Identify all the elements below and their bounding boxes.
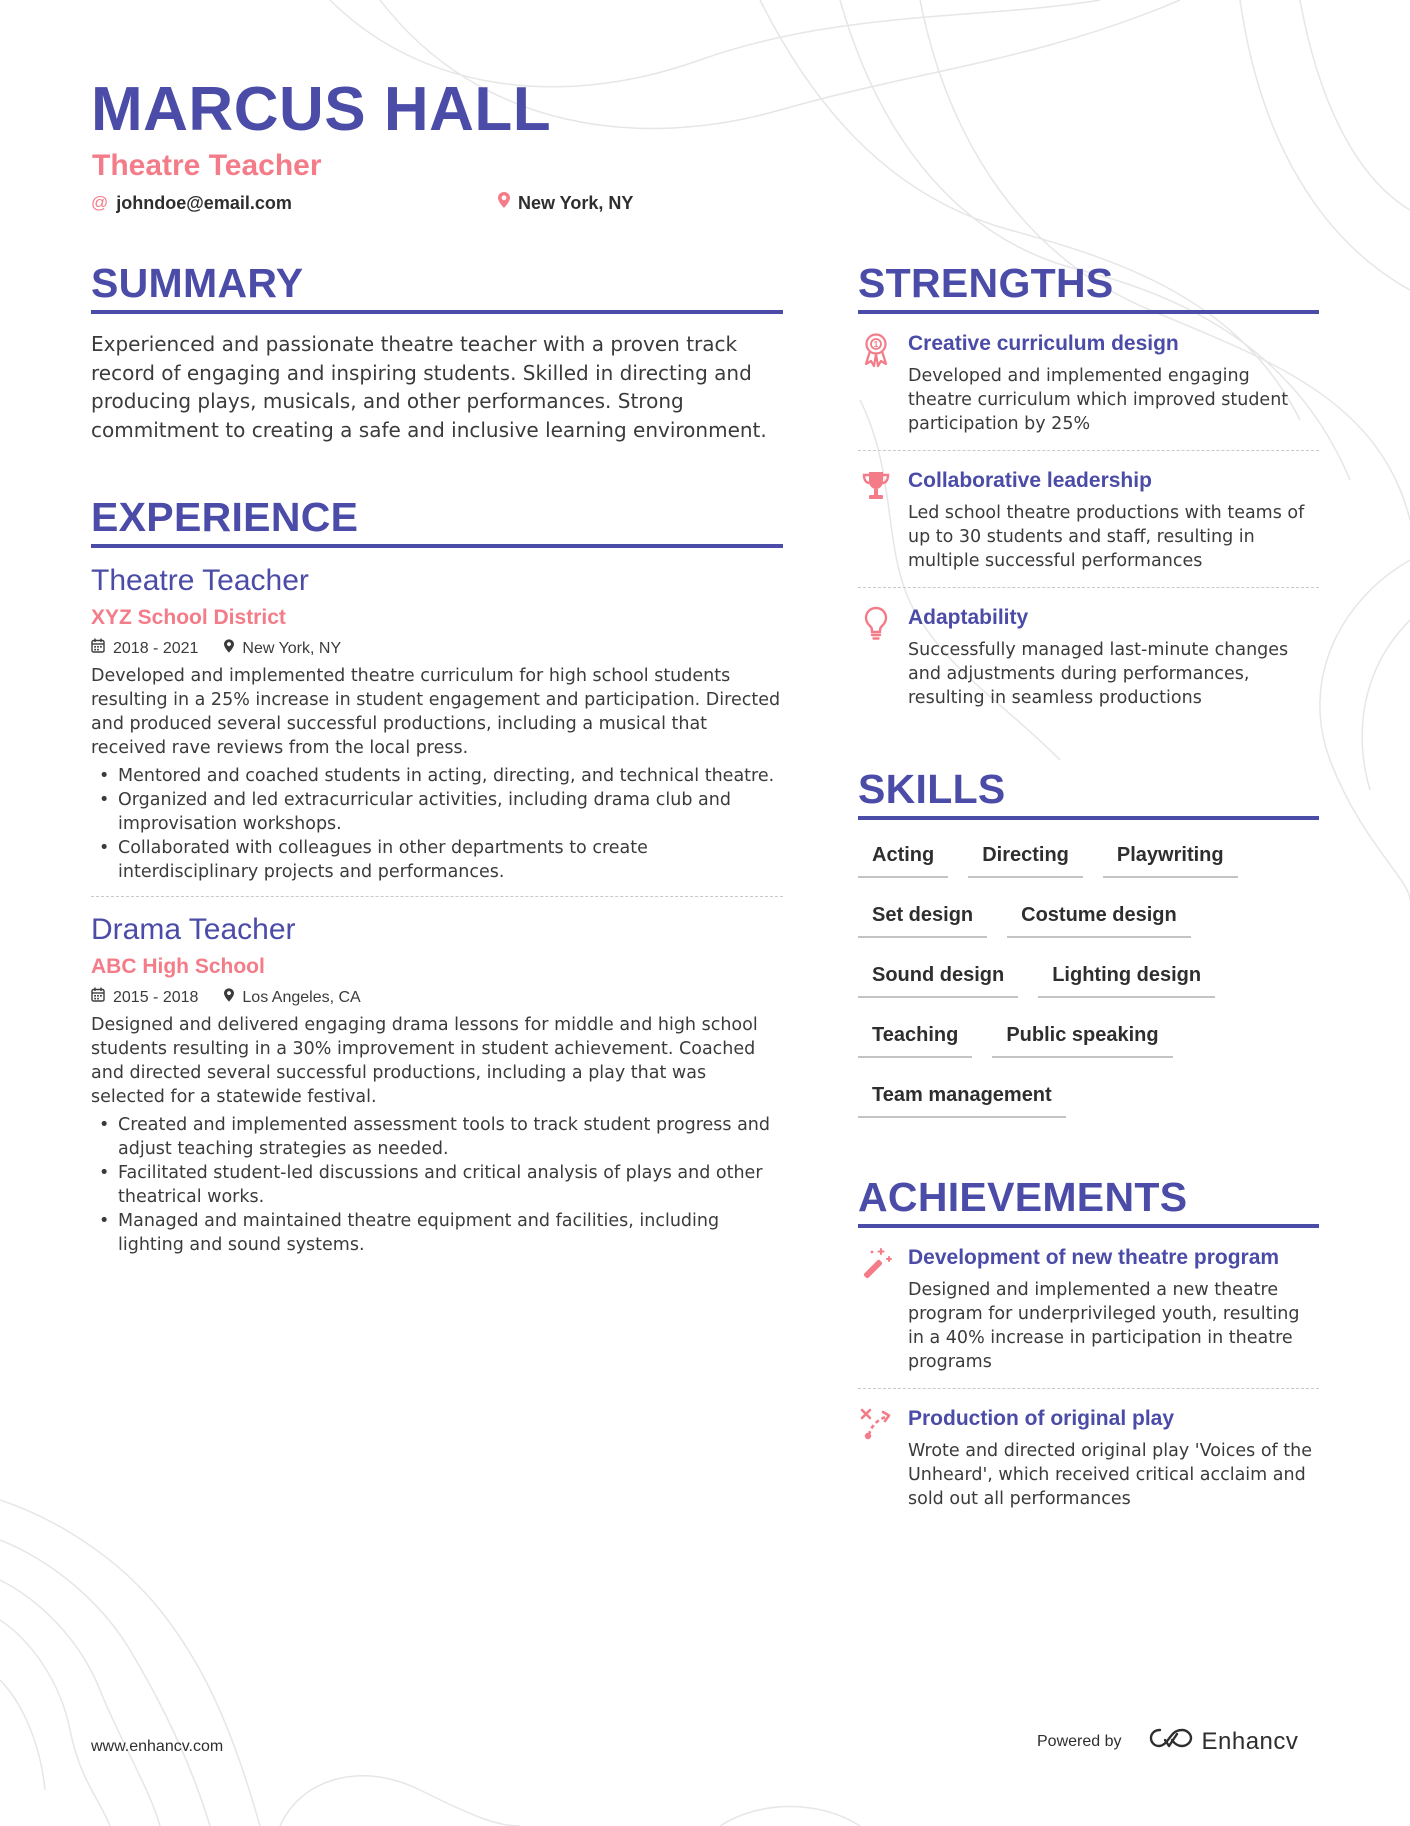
candidate-role: Theatre Teacher <box>92 149 322 182</box>
trophy-icon <box>858 467 894 573</box>
strengths-heading: STRENGTHS <box>858 260 1114 306</box>
strength-item <box>858 588 1319 724</box>
enhancv-brand-text: Enhancv <box>1201 1727 1299 1755</box>
job-bullet: • Facilitated student-led discussions and critical analysis of plays and other theatrical works. <box>91 1161 783 1209</box>
achievement-item <box>858 1228 1319 1389</box>
skills-heading: SKILLS <box>858 766 1006 812</box>
skill-tag: Directing <box>968 842 1083 878</box>
skill-tag: Acting <box>858 842 948 878</box>
powered-by-label: Powered by <box>1037 1732 1122 1750</box>
right-column <box>858 258 1319 1525</box>
achievement-title: Production of original play <box>908 1407 1175 1430</box>
lightbulb-icon <box>858 604 894 710</box>
section-divider <box>91 310 783 314</box>
footer-branding <box>1037 1726 1298 1757</box>
skill-tag: Public speaking <box>992 1022 1172 1058</box>
job-description: Designed and delivered engaging drama lessons for middle and high school students resulting in a 30% improvement in student achievement. Coached and directed several successful productions, including a play that was selected for a statewide festival. <box>91 1015 758 1107</box>
strength-description: Successfully managed last-minute changes and adjustments during performances, resulting in seamless productions <box>908 640 1289 708</box>
job-location-text: Los Angeles, CA <box>242 989 361 1006</box>
achievement-description: Wrote and directed original play 'Voices of the Unheard', which received critical acclaim and sold out all performances <box>908 1441 1312 1509</box>
skill-tag: Lighting design <box>1038 962 1215 998</box>
skill-tag: Sound design <box>858 962 1018 998</box>
item-divider <box>91 896 783 897</box>
company-name: XYZ School District <box>91 606 286 629</box>
strength-item <box>858 314 1319 451</box>
skills-section <box>858 764 1319 1118</box>
strength-description: Developed and implemented engaging theatre curriculum which improved student participation by 25% <box>908 366 1289 434</box>
left-column <box>91 258 783 1257</box>
job-dates-text: 2015 - 2018 <box>113 989 199 1006</box>
company-name: ABC High School <box>91 955 265 978</box>
skill-tag: Playwriting <box>1103 842 1238 878</box>
job-bullet: • Collaborated with colleagues in other departments to create interdisciplinary projects and performances. <box>91 836 783 884</box>
job-bullet: • Mentored and coached students in acting, directing, and technical theatre. <box>91 764 783 788</box>
skills-list <box>858 842 1319 1118</box>
job-location <box>224 987 360 1009</box>
strength-item <box>858 451 1319 588</box>
map-pin-icon <box>224 638 234 660</box>
skill-tag: Teaching <box>858 1022 972 1058</box>
skill-tag: Team management <box>858 1082 1066 1118</box>
job-dates <box>91 638 198 660</box>
job-title: Drama Teacher <box>91 913 296 946</box>
job-meta <box>91 638 783 660</box>
award-ribbon-icon <box>858 330 894 436</box>
strengths-section <box>858 258 1319 724</box>
strength-title: Collaborative leadership <box>908 469 1152 492</box>
strength-description: Led school theatre productions with teams of up to 30 students and staff, resulting in multiple successful performances <box>908 503 1305 571</box>
job-dates <box>91 987 198 1009</box>
map-pin-icon <box>498 191 510 215</box>
achievement-description: Designed and implemented a new theatre program for underprivileged youth, resulting in a 40% increase in participation in theatre programs <box>908 1280 1300 1372</box>
experience-heading: EXPERIENCE <box>91 494 359 540</box>
calendar-icon <box>91 987 105 1009</box>
candidate-name: MARCUS HALL <box>91 75 552 144</box>
achievement-item <box>858 1389 1319 1525</box>
location-text: New York, NY <box>518 193 634 213</box>
summary-text: Experienced and passionate theatre teacher with a proven track record of engaging and inspiring students. Skilled in directing and producing plays, musicals, and other performances. Strong commitment to creating a safe and inclusive learning environment. <box>91 332 767 442</box>
summary-heading: SUMMARY <box>91 260 304 306</box>
map-pin-icon <box>224 987 234 1009</box>
contact-email[interactable] <box>91 191 292 215</box>
summary-section <box>91 258 783 444</box>
svg-text:1: 1 <box>873 340 879 349</box>
section-divider <box>91 544 783 548</box>
experience-section <box>91 492 783 1257</box>
contact-location <box>498 191 633 215</box>
job-bullets <box>91 764 783 884</box>
job-dates-text: 2018 - 2021 <box>113 640 199 657</box>
calendar-icon <box>91 638 105 660</box>
enhancv-logo[interactable] <box>1148 1726 1299 1757</box>
achievements-section <box>858 1172 1319 1525</box>
job-bullet: • Managed and maintained theatre equipment and facilities, including lighting and sound systems. <box>91 1209 783 1257</box>
at-icon: @ <box>91 193 109 212</box>
skill-tag: Costume design <box>1007 902 1191 938</box>
job-meta <box>91 987 783 1009</box>
footer-website-link[interactable]: www.enhancv.com <box>91 1738 224 1755</box>
skill-tag: Set design <box>858 902 987 938</box>
achievements-heading: ACHIEVEMENTS <box>858 1174 1188 1220</box>
job-title: Theatre Teacher <box>91 564 309 597</box>
strategy-arrow-icon <box>858 1405 894 1511</box>
job-bullets <box>91 1113 783 1257</box>
enhancv-infinity-icon <box>1148 1726 1194 1757</box>
email-text: johndoe@email.com <box>116 193 292 213</box>
strength-title: Adaptability <box>908 606 1029 629</box>
job-location <box>224 638 341 660</box>
job-location-text: New York, NY <box>242 640 342 657</box>
experience-item <box>91 562 783 897</box>
job-description: Developed and implemented theatre curriculum for high school students resulting in a 25% increase in student engagement and participation. Directed and produced several successful productions, including a musical that received rave reviews from the local press. <box>91 666 781 758</box>
magic-wand-icon <box>858 1244 894 1374</box>
achievement-title: Development of new theatre program <box>908 1246 1280 1269</box>
job-bullet: • Created and implemented assessment tools to track student progress and adjust teaching strategies as needed. <box>91 1113 783 1161</box>
strength-title: Creative curriculum design <box>908 332 1179 355</box>
section-divider <box>858 816 1319 820</box>
job-bullet: • Organized and led extracurricular activities, including drama club and improvisation workshops. <box>91 788 783 836</box>
experience-item <box>91 911 783 1257</box>
